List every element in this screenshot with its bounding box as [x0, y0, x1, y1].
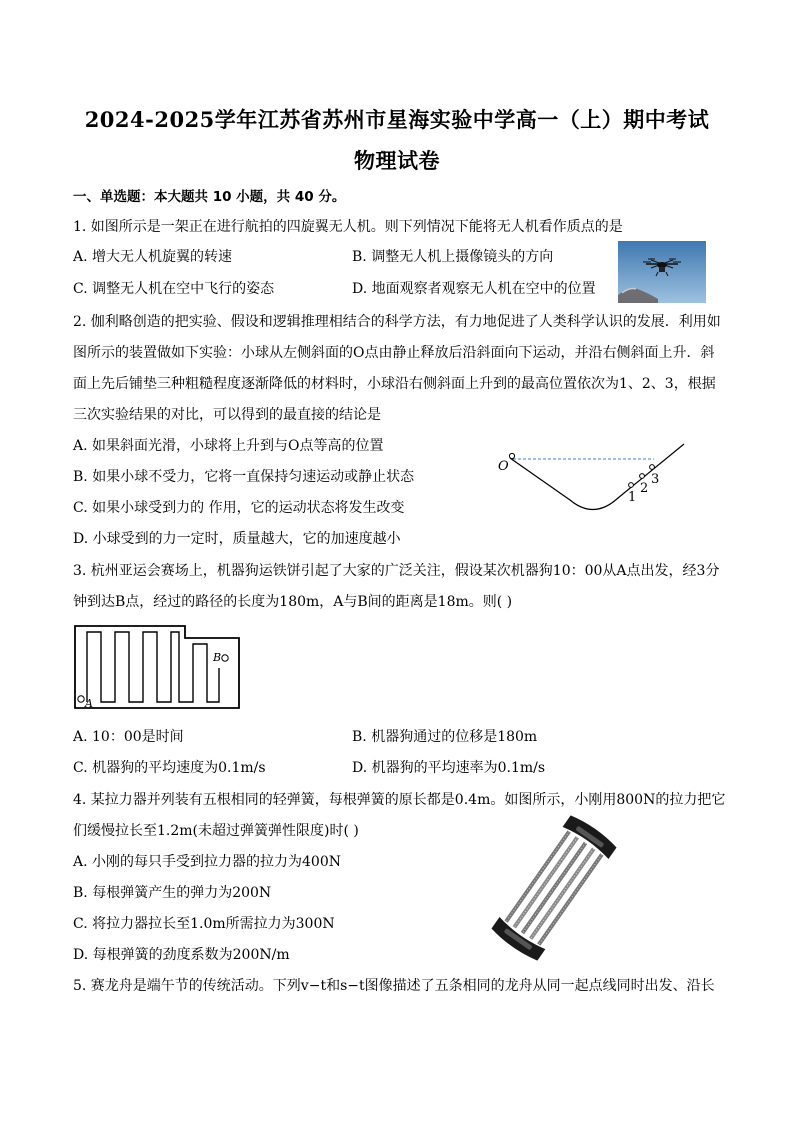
- q4-stem-line1: 4. 某拉力器并列装有五根相同的轻弹簧，每根弹簧的原长都是0.4m。如图所示，小刚用800N的拉力把它: [73, 792, 726, 808]
- q3-stem-line2: 钟到达B点，经过的路径的长度为180m，A与B间的距离是18m。则( ): [73, 594, 513, 610]
- ball-2: [640, 474, 645, 479]
- q2-stem-line3: 面上先后铺垫三种粗糙程度逐渐降低的材料时，小球沿右侧斜面上升到的最高位置依次为1、2、3，根据: [73, 376, 716, 392]
- q2-stem-line1: 2. 伽利略创造的把实验、假设和逻辑推理相结合的科学方法，有力地促进了人类科学认识的发展．利用如: [73, 314, 721, 330]
- q3-stem-line1: 3. 杭州亚运会赛场上，机器狗运铁饼引起了大家的广泛关注，假设某次机器狗10：00从A点出发，经3分: [73, 563, 720, 579]
- spring-exerciser-image: [478, 815, 628, 961]
- q3-option-a: A. 10：00是时间: [73, 729, 184, 745]
- label-2: 2: [640, 481, 649, 496]
- q4-option-d: D. 每根弹簧的劲度系数为200N/m: [73, 947, 290, 963]
- q4-option-a: A. 小刚的每只手受到拉力器的拉力为400N: [73, 854, 341, 870]
- q2-option-b: B. 如果小球不受力，它将一直保持匀速运动或静止状态: [73, 469, 415, 485]
- ball-3: [650, 465, 655, 470]
- q3-option-c: C. 机器狗的平均速度为0.1m/s: [73, 760, 266, 776]
- label-1: 1: [628, 490, 637, 505]
- label-3: 3: [651, 472, 660, 487]
- q3-option-b: B. 机器狗通过的位移是180m: [352, 729, 538, 745]
- q2-stem-line4: 三次实验结果的对比，可以得到的最直接的结论是: [73, 407, 381, 423]
- robot-dog-path-diagram: [73, 624, 243, 710]
- q4-stem-line2: 们缓慢拉长至1.2m(未超过弹簧弹性限度)时( ): [73, 823, 359, 839]
- ball-o: [509, 453, 514, 458]
- section-heading: 一、单选题：本大题共 10 小题，共 40 分。: [73, 189, 346, 205]
- springs: [506, 831, 602, 944]
- exam-subtitle: 物理试卷: [354, 148, 440, 173]
- serpentine-path: [87, 632, 222, 702]
- q2-stem-line2: 图所示的装置做如下实验：小球从左侧斜面的O点由静止释放后沿斜面向下运动，并沿右侧斜面上升．斜: [73, 345, 715, 361]
- point-a-marker: [78, 696, 84, 702]
- q4-option-b: B. 每根弹簧产生的弹力为200N: [73, 885, 272, 901]
- q5-stem-line1: 5. 赛龙舟是端午节的传统活动。下列v−t和s−t图像描述了五条相同的龙舟从同一起点线同时出发、沿长: [73, 978, 715, 994]
- q2-option-a: A. 如果斜面光滑，小球将上升到与O点等高的位置: [73, 438, 384, 454]
- q1-option-a: A. 增大无人机旋翼的转速: [73, 249, 233, 265]
- ball-1: [629, 483, 634, 488]
- incline-diagram: [494, 440, 686, 520]
- q2-option-d: D. 小球受到的力一定时，质量越大，它的加速度越小: [73, 531, 401, 547]
- q3-option-d: D. 机器狗的平均速率为0.1m/s: [352, 760, 546, 776]
- q1-option-d: D. 地面观察者观察无人机在空中的位置: [352, 281, 596, 297]
- q1-option-b: B. 调整无人机上摄像镜头的方向: [352, 249, 554, 265]
- q2-option-c: C. 如果小球受到力的 作用，它的运动状态将发生改变: [73, 500, 405, 516]
- q1-option-c: C. 调整无人机在空中飞行的姿态: [73, 281, 275, 297]
- q4-option-c: C. 将拉力器拉长至1.0m所需拉力为300N: [73, 916, 335, 932]
- drone-photo: [618, 241, 706, 303]
- q1-stem: 1. 如图所示是一架正在进行航拍的四旋翼无人机。则下列情况下能将无人机看作质点的是: [73, 219, 623, 235]
- label-o: O: [498, 459, 509, 474]
- label-b: B: [213, 651, 222, 664]
- label-a: A: [85, 697, 93, 710]
- exam-title: 2024-2025学年江苏省苏州市星海实验中学高一（上）期中考试: [84, 107, 710, 132]
- point-b-marker: [222, 655, 228, 661]
